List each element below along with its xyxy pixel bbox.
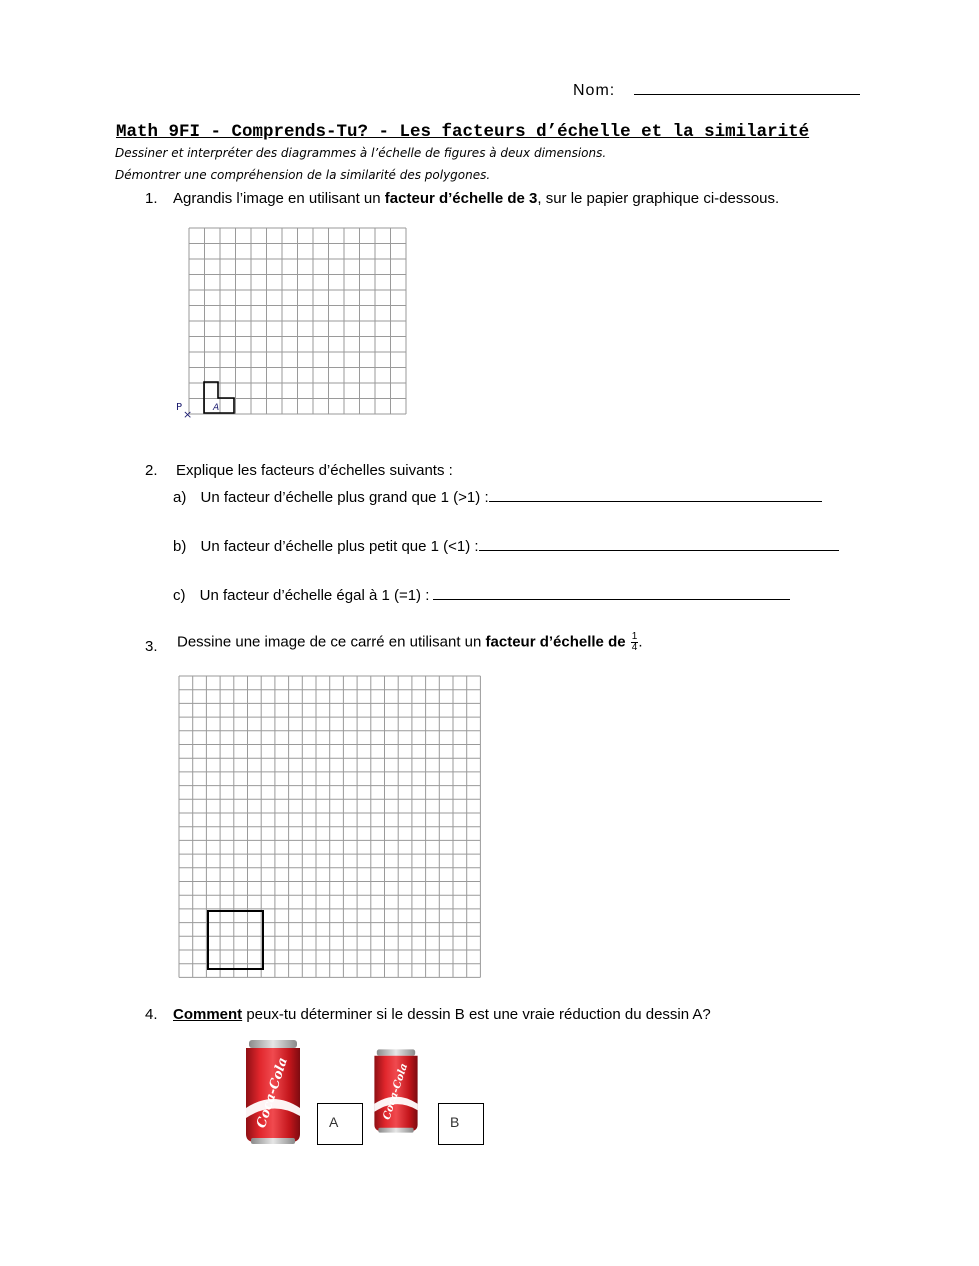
nom-field[interactable] (634, 80, 860, 95)
question-2c (173, 585, 790, 604)
q2a-letter: a) (173, 489, 187, 506)
q1-graph-paper[interactable] (170, 222, 415, 422)
question-2a (173, 487, 822, 506)
question-2-intro: Explique les facteurs d’échelles suivants : (176, 462, 453, 479)
q2c-answer-line[interactable] (433, 585, 790, 600)
q3-graph-paper[interactable] (178, 674, 484, 980)
objective-1: Dessiner et interpréter des diagrammes à l’échelle de figures à deux dimensions. (115, 146, 607, 160)
question-3-text: Dessine une image de ce carré en utilisant un facteur d’échelle de $\frac{1}{4}$ . (177, 631, 643, 653)
nom-row (573, 80, 860, 100)
question-2-number: 2. (145, 462, 158, 479)
can-a-brand: Coca-Cola (254, 1055, 291, 1130)
q1-grid-lines (189, 228, 406, 414)
q2b-text: Un facteur d’échelle plus petit que 1 (<1) : (200, 538, 479, 555)
q1-label-x: × (183, 408, 193, 421)
coca-cola-can-a (243, 1038, 303, 1146)
label-box-b: B (438, 1103, 484, 1145)
q1-label-p: P (176, 402, 183, 413)
q2c-letter: c) (173, 587, 186, 604)
question-4-number: 4. (145, 1006, 158, 1023)
label-box-a: A (317, 1103, 363, 1145)
one-quarter-fraction: $\frac{1}{4}$ (631, 631, 638, 653)
can-b-brand: Coca-Cola (380, 1061, 411, 1122)
q2b-letter: b) (173, 538, 187, 555)
q1-label-a: A (213, 403, 220, 413)
question-3-number: 3. (145, 638, 158, 655)
nom-label: Nom: (573, 82, 616, 99)
question-2b (173, 536, 839, 555)
q2c-text: Un facteur d’échelle égal à 1 (=1) : (199, 587, 430, 604)
q2a-text: Un facteur d’échelle plus grand que 1 (>1) : (200, 489, 489, 506)
question-1-number: 1. (145, 190, 158, 207)
q2b-answer-line[interactable] (479, 536, 839, 551)
page-title: Math 9FI - Comprends-Tu? - Les facteurs d’échelle et la similarité (116, 122, 810, 142)
q2a-answer-line[interactable] (489, 487, 822, 502)
q3-square (208, 911, 263, 969)
objective-2: Démontrer une compréhension de la similarité des polygones. (115, 168, 491, 182)
question-1-text: Agrandis l’image en utilisant un facteur d’échelle de 3, sur le papier graphique ci-dessous. (173, 190, 780, 207)
question-4-text: Comment peux-tu déterminer si le dessin B est une vraie réduction du dessin A? (173, 1006, 711, 1023)
coca-cola-can-b (372, 1047, 420, 1135)
q3-grid-lines (179, 676, 480, 977)
